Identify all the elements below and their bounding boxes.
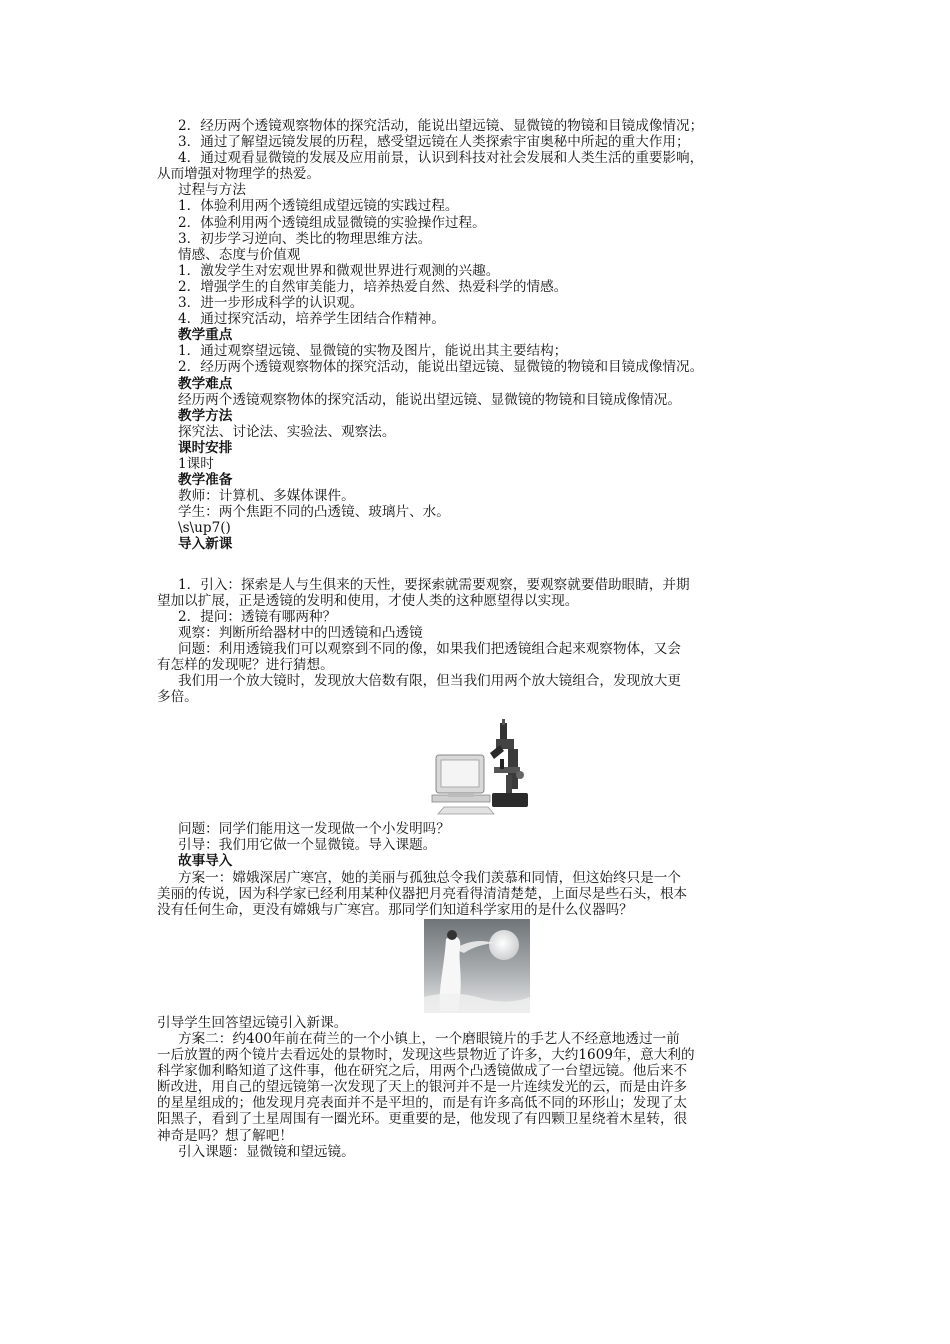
intro-question-line1: 问题：利用透镜我们可以观察到不同的像，如果我们把透镜组合起来观察物体，又会 [178,640,681,657]
change-moon-image [424,919,530,1013]
story-b-line1: 方案二：约400年前在荷兰的一个小镇上，一个磨眼镜片的手艺人不经意地透过一前 [178,1030,680,1047]
prep-teacher: 教师：计算机、多媒体课件。 [178,488,355,505]
objective-2: 2．经历两个透镜观察物体的探究活动，能说出望远镜、显微镜的物镜和目镜成像情况； [178,118,704,134]
process-2: 2．体验利用两个透镜组成显微镜的实验操作过程。 [178,214,486,231]
method-1: 探究法、讨论法、实验法、观察法。 [178,423,396,440]
prep-student: 学生：两个焦距不同的凸透镜、玻璃片、水。 [178,504,450,521]
intro-observe: 观察：判断所给器材中的凹透镜和凸透镜 [178,624,423,641]
schedule-1: 1课时 [178,455,214,472]
story-a-line2: 美丽的传说，因为科学家已经利用某种仪器把月亮看得清清楚楚，上面尽是些石头，根本 [157,885,688,902]
story-b-line7: 神奇是吗？想了解吧！ [157,1127,293,1144]
schedule-heading: 课时安排 [178,439,233,456]
story-answer: 引导学生回答望远镜引入新课。 [157,1014,348,1031]
story-b-line5: 的星星组成的；他发现月亮表面并不是平坦的，而是有许多高低不同的环形山；发现了太 [157,1095,688,1112]
emotion-2: 2．增强学生的自然审美能力，培养热爱自然、热爱科学的情感。 [178,278,568,295]
moon-goddess-icon [424,919,530,1013]
intro-question-line2: 有怎样的发现呢？进行猜想。 [157,657,334,673]
intro-1-line1: 1．引入：探索是人与生俱来的天性，要探索就需要观察，要观察就要借助眼睛，并期 [178,576,690,593]
objective-4-line1: 4．通过观看显微镜的发展及应用前景，认识到科技对社会发展和人类生活的重要影响， [178,150,704,167]
difficulty-heading: 教学难点 [178,375,233,392]
method-heading: 教学方法 [178,407,233,424]
field-code: \s\up7() [178,520,231,537]
story-a-line1: 方案一：嫦娥深居广寒宫，她的美丽与孤独总令我们羡慕和同情，但这始终只是一个 [178,869,681,886]
story-topic: 引入课题：显微镜和望远镜。 [178,1143,355,1160]
intro-2: 2．提问：透镜有哪两种？ [178,608,337,625]
process-1: 1．体验利用两个透镜组成望远镜的实践过程。 [178,198,459,215]
intro-guide: 引导：我们用它做一个显微镜。导入课题。 [178,837,437,854]
story-b-line3: 科学家伽利略知道了这件事，他在研究之后，用两个凸透镜做成了一台望远镜。他后来不 [157,1063,688,1080]
intro-1-line2: 望加以扩展，正是透镜的发明和使用，才使人类的这种愿望得以实现。 [157,592,579,609]
microscope-computer-image [430,715,542,819]
story-b-line4: 断改进，用自己的望远镜第一次发现了天上的银河并不是一片连续发光的云，而是由许多 [157,1079,688,1096]
emotion-1: 1．激发学生对宏观世界和微观世界进行观测的兴趣。 [178,262,500,279]
focus-heading: 教学重点 [178,327,233,344]
emotion-4: 4．通过探究活动，培养学生团结合作精神。 [178,311,445,328]
difficulty-1: 经历两个透镜观察物体的探究活动，能说出望远镜、显微镜的物镜和目镜成像情况。 [178,391,681,408]
story-a-line3: 没有任何生命，更没有嫦娥与广寒宫。那同学们知道科学家用的是什么仪器吗？ [157,901,633,918]
emotion-3: 3．进一步形成科学的认识观。 [178,295,364,312]
process-3: 3．初步学习逆向、类比的物理思维方法。 [178,230,432,247]
microscope-icon [430,715,542,819]
document-body [157,118,814,1160]
focus-2: 2．经历两个透镜观察物体的探究活动，能说出望远镜、显微镜的物镜和目镜成像情况。 [178,359,704,376]
intro-question-2: 问题：同学们能用这一发现做一个小发明吗？ [178,821,450,838]
process-heading: 过程与方法 [178,182,246,199]
story-b-line2: 一后放置的两个镜片去看远处的景物时，发现这些景物近了许多，大约1609年，意大利的 [157,1047,695,1064]
story-heading: 故事导入 [178,853,233,870]
story-b-line6: 阳黑子，看到了土星周围有一圈光环。更重要的是，他发现了有四颗卫星绕着木星转，很 [157,1111,688,1128]
objective-4-line2: 从而增强对物理学的热爱。 [157,166,321,183]
intro-heading: 导入新课 [178,536,233,553]
emotion-heading: 情感、态度与价值观 [178,246,301,263]
focus-1: 1．通过观察望远镜、显微镜的实物及图片，能说出其主要结构； [178,343,568,360]
prep-heading: 教学准备 [178,472,233,489]
intro-magnify-line2: 多倍。 [157,689,198,706]
intro-magnify-line1: 我们用一个放大镜时，发现放大倍数有限，但当我们用两个放大镜组合，发现放大更 [178,673,681,690]
objective-3: 3．通过了解望远镜发展的历程，感受望远镜在人类探索宇宙奥秘中所起的重大作用； [178,134,690,151]
